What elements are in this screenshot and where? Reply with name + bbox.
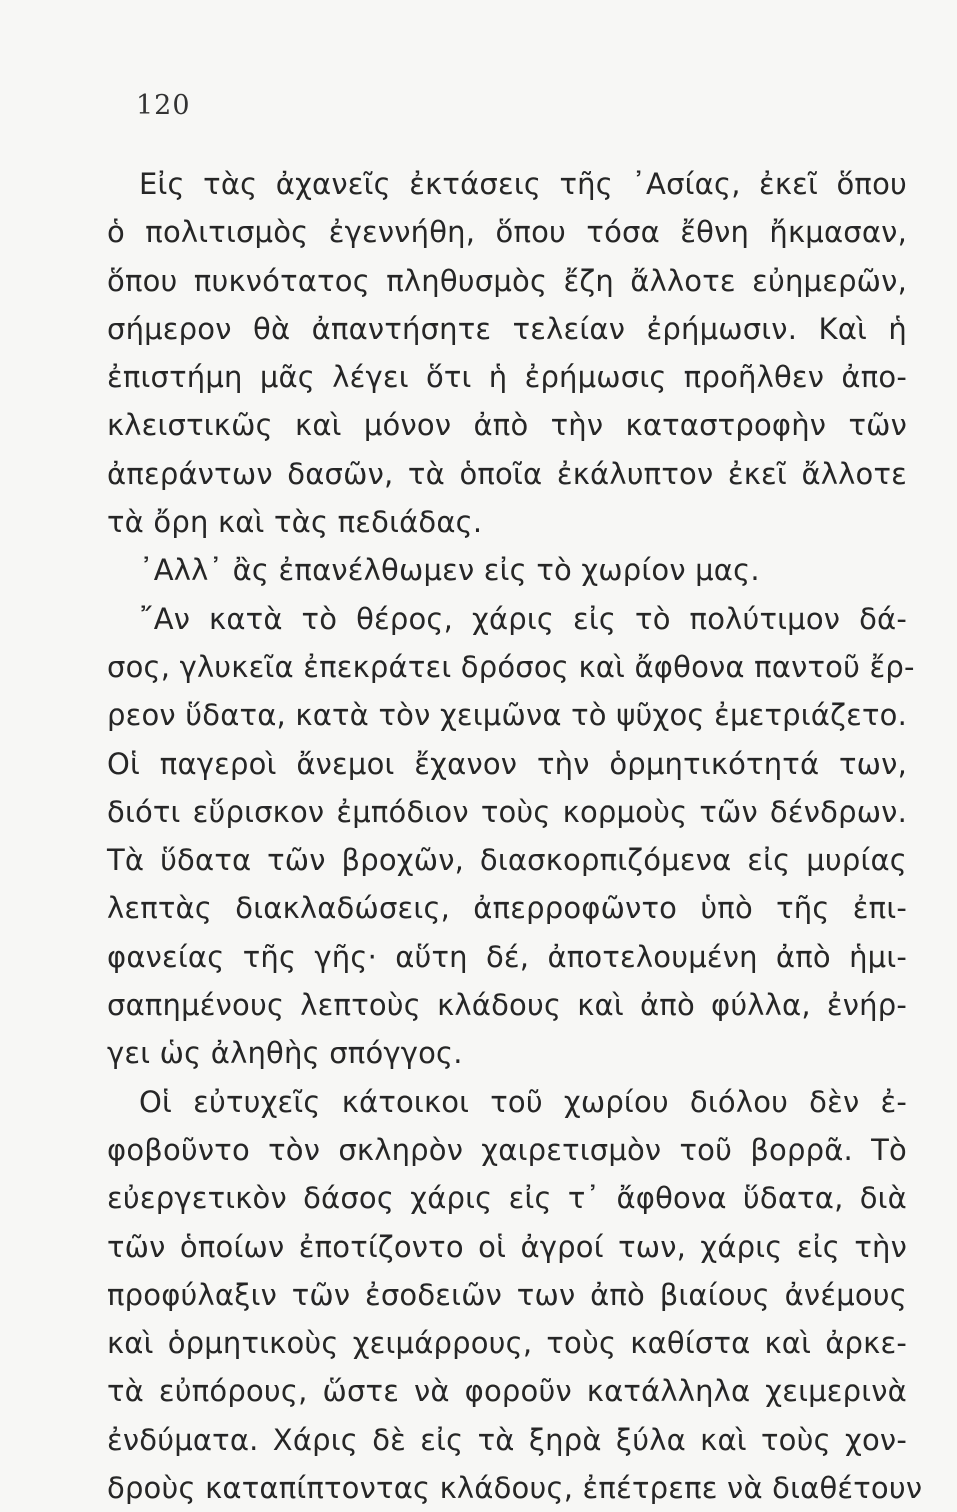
text-line: τῶν ὁποίων ἐποτίζοντο οἱ ἀγροί των, χάρις εἰς τὴν [107,1229,907,1264]
text-line: ἐνδύματα. Χάρις δὲ εἰς τὰ ξηρὰ ξύλα καὶ τοὺς χον- [107,1422,907,1457]
text-line: κλειστικῶς καὶ μόνον ἀπὸ τὴν καταστροφὴν τῶν [107,408,907,443]
text-line: γει ὡς ἀληθὴς σπόγγος. [107,1036,463,1071]
text-line: σαπημένους λεπτοὺς κλάδους καὶ ἀπὸ φύλλα, ἐνήρ- [107,988,907,1023]
text-line: ἀπεράντων δασῶν, τὰ ὁποῖα ἐκάλυπτον ἐκεῖ ἄλλοτε [107,456,907,491]
text-line: ᾿Αλλ᾿ ἂς ἐπανέλθωμεν εἰς τὸ χωρίον μας. [139,553,760,588]
text-line: ῎Αν κατὰ τὸ θέρος, χάρις εἰς τὸ πολύτιμον δά- [139,601,907,636]
text-line: τὰ ὄρη καὶ τὰς πεδιάδας. [107,505,483,540]
body-text [107,160,923,1512]
text-line: δροὺς καταπίπτοντας κλάδους, ἐπέτρεπε νὰ διαθέτουν [107,1471,923,1506]
text-line: εὐεργετικὸν δάσος χάρις εἰς τ᾿ ἄφθονα ὕδατα, διὰ [107,1181,907,1216]
text-line: φοβοῦντο τὸν σκληρὸν χαιρετισμὸν τοῦ βορρᾶ. Τὸ [107,1132,907,1167]
text-line: Οἱ εὐτυχεῖς κάτοικοι τοῦ χωρίου διόλου δὲν ἐ- [139,1084,907,1119]
text-line: Οἱ παγεροὶ ἄνεμοι ἔχανον τὴν ὁρμητικότητά των, [107,746,907,781]
page-number: 120 [136,90,191,121]
text-line: τὰ εὐπόρους, ὥστε νὰ φοροῦν κατάλληλα χειμερινὰ [107,1374,907,1409]
text-line: ρεον ὕδατα, κατὰ τὸν χειμῶνα τὸ ψῦχος ἐμετριάζετο. [107,698,907,733]
text-line: Εἰς τὰς ἀχανεῖς ἐκτάσεις τῆς ᾿Ασίας, ἐκεῖ ὅπου [139,167,907,201]
text-line: φανείας τῆς γῆς· αὕτη δέ, ἀποτελουμένη ἀπὸ ἡμι- [107,939,907,974]
text-line: διότι εὕρισκον ἐμπόδιον τοὺς κορμοὺς τῶν δένδρων. [107,794,907,829]
text-line: Τὰ ὕδατα τῶν βροχῶν, διασκορπιζόμενα εἰς μυρίας [107,843,907,878]
text-line: ὁ πολιτισμὸς ἐγεννήθη, ὅπου τόσα ἔθνη ἤκμασαν, [107,215,907,250]
text-line: λεπτὰς διακλαδώσεις, ἀπερροφῶντο ὑπὸ τῆς ἐπι- [107,891,907,926]
text-line: σήμερον θὰ ἀπαντήσητε τελείαν ἐρήμωσιν. Καὶ ἡ [107,311,907,346]
text-line: ἐπιστήμη μᾶς λέγει ὅτι ἡ ἐρήμωσις προῆλθεν ἀπο- [107,360,907,395]
text-line: προφύλαξιν τῶν ἐσοδειῶν των ἀπὸ βιαίους ἀνέμους [107,1277,907,1312]
text-line: σος, γλυκεῖα ἐπεκράτει δρόσος καὶ ἄφθονα παντοῦ ἔρ- [107,649,915,684]
text-line: καὶ ὁρμητικοὺς χειμάρρους, τοὺς καθίστα καὶ ἀρκε- [107,1326,907,1361]
text-line: ὅπου πυκνότατος πληθυσμὸς ἔζη ἄλλοτε εὐημερῶν, [107,263,907,298]
